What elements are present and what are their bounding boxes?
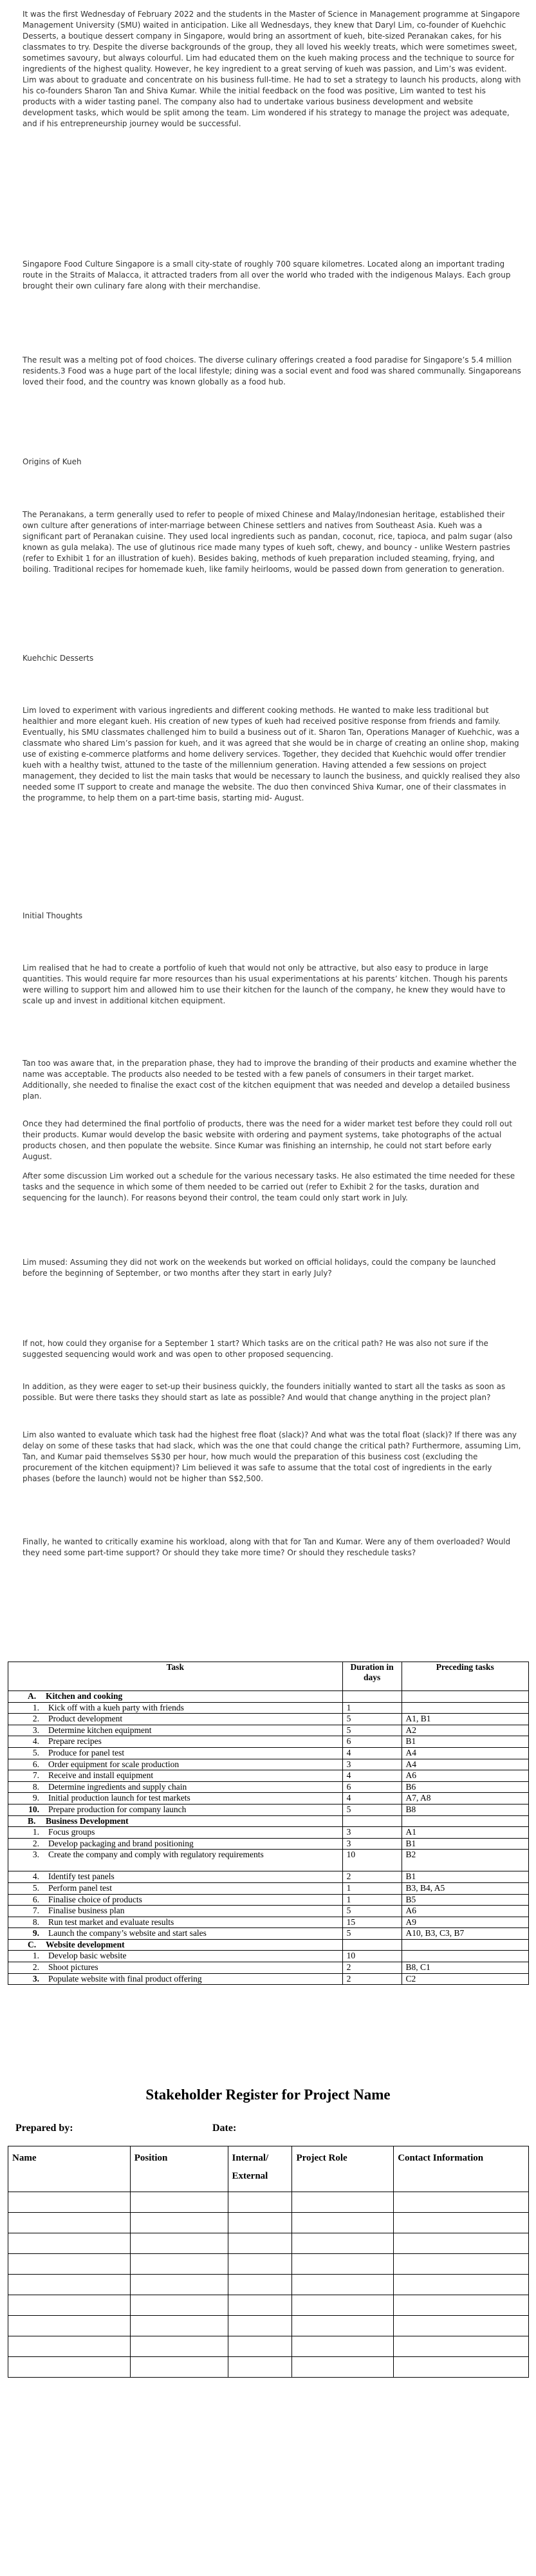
stakeholder-cell[interactable]: [8, 2336, 131, 2357]
task-preceding: B8: [402, 1804, 528, 1815]
stakeholder-cell[interactable]: [228, 2233, 292, 2254]
stakeholder-cell[interactable]: [130, 2254, 228, 2275]
paragraph-float-cost: Lim also wanted to evaluate which task had the highest free float (slack)? And what was the total float (slack)? If there was any delay on some of these tasks that had slack, which was the one that could change the critical path? Furthermore, assuming Lim, Tan, and Kumar paid themselves S$30 per hour, how much would the preparation of this business cost (excluding the procurement of the kitchen equipment)? Lim believed it was safe to assume that the total cost of ingredients in the early phases (before the launch) would not be higher than S$2,500.: [23, 1430, 521, 1483]
section-title: Business Development: [46, 1815, 129, 1826]
task-name: Perform panel test: [48, 1882, 112, 1893]
task-preceding: B1: [402, 1838, 528, 1850]
task-name: Determine kitchen equipment: [48, 1725, 152, 1735]
task-duration: 5: [342, 1804, 402, 1815]
table-row: [8, 1917, 529, 1928]
table-row: [8, 1850, 529, 1871]
stakeholder-register-table: [8, 2146, 529, 2378]
task-number: 3.: [32, 1725, 39, 1735]
stakeholder-cell[interactable]: [228, 2275, 292, 2295]
task-duration: 6: [342, 1781, 402, 1793]
stakeholder-row: [8, 2357, 529, 2378]
task-number: 8.: [32, 1781, 39, 1792]
stakeholder-cell[interactable]: [292, 2316, 394, 2336]
task-preceding: B1: [402, 1871, 528, 1883]
stakeholder-row: [8, 2254, 529, 2275]
stakeholder-cell[interactable]: [130, 2275, 228, 2295]
task-preceding: A6: [402, 1906, 528, 1917]
column-header-internal-external: Internal/ External: [228, 2146, 292, 2192]
table-row: [8, 1827, 529, 1839]
task-name: Run test market and evaluate results: [48, 1917, 174, 1927]
stakeholder-cell[interactable]: [130, 2295, 228, 2316]
task-number: 3.: [32, 1973, 39, 1984]
task-duration: 1: [342, 1702, 402, 1714]
table-row: [8, 1951, 529, 1962]
task-preceding: A4: [402, 1747, 528, 1759]
stakeholder-cell[interactable]: [292, 2336, 394, 2357]
task-name: Kick off with a kueh party with friends: [48, 1702, 184, 1712]
table-row: [8, 1804, 529, 1815]
task-duration: 1: [342, 1894, 402, 1906]
stakeholder-row: [8, 2316, 529, 2336]
table-row: [8, 1894, 529, 1906]
task-name: Launch the company’s website and start sales: [48, 1928, 207, 1938]
paragraph-september-start: If not, how could they organise for a September 1 start? Which tasks are on the critical path? He was also not sure if the suggested sequencing would work and was open to other proposed sequencing.: [23, 1339, 488, 1359]
table-row: [8, 1928, 529, 1940]
section-row: [8, 1815, 529, 1827]
task-preceding: A10, B3, C3, B7: [402, 1928, 528, 1940]
task-preceding: A9: [402, 1917, 528, 1928]
section-title: Kitchen and cooking: [46, 1691, 123, 1701]
stakeholder-row: [8, 2275, 529, 2295]
stakeholder-cell[interactable]: [8, 2357, 131, 2378]
stakeholder-cell[interactable]: [130, 2357, 228, 2378]
stakeholder-cell[interactable]: [394, 2357, 529, 2378]
task-schedule-table: [8, 1662, 529, 1985]
paragraph-peranakans: The Peranakans, a term generally used to refer to people of mixed Chinese and Malay/Indonesian heritage, established their own culture after generations of inter-marriage between Chinese settlers and natives from Southeast Asia. Kueh was a significant part of Peranakan cuisine. They used local ingredients such as pandan, coconut, rice, tapioca, and palm sugar (also known as gula melaka). The use of glutinous rice made many types of kueh soft, chewy, and bouncy - unlike Western pastries (refer to Exhibit 1 for an illustration of kueh). Besides baking, methods of kueh preparation included steaming, frying, and boiling. Traditional recipes for homemade kueh, like family heirlooms, would be passed down from generation to generation.: [23, 510, 513, 574]
heading-kuehchic-desserts: Kuehchic Desserts: [23, 654, 94, 663]
task-name: Prepare recipes: [48, 1736, 102, 1747]
task-name: Develop basic website: [48, 1951, 127, 1961]
table-row: [8, 1770, 529, 1782]
task-preceding: B6: [402, 1781, 528, 1793]
column-header-preceding: Preceding tasks: [402, 1662, 528, 1691]
table-row: [8, 1714, 529, 1725]
stakeholder-cell[interactable]: [8, 2254, 131, 2275]
stakeholder-cell[interactable]: [8, 2192, 131, 2213]
task-name: Develop packaging and brand positioning: [48, 1838, 194, 1848]
task-duration: 10: [342, 1850, 402, 1871]
stakeholder-cell[interactable]: [130, 2192, 228, 2213]
task-name: Order equipment for scale production: [48, 1759, 180, 1769]
task-name: Create the company and comply with regulatory requirements: [48, 1850, 264, 1860]
task-duration: 4: [342, 1770, 402, 1782]
task-duration: 4: [342, 1747, 402, 1759]
paragraph-lim-experiments: Lim loved to experiment with various ingredients and different cooking methods. He wanted to make less traditional but healthier and more elegant kueh. His creation of new types of kueh had received positive response from friends and family. Eventually, his SMU classmates challenged him to build a business out of it. Sharon Tan, Operations Manager of Kuehchic, was a classmate who shared Lim’s passion for kueh, and it was agreed that she would be in charge of creating an online shop, making use of existing e-commerce platforms and home delivery services. Together, they decided that Kuehchic would offer trendier kueh with a healthy twist, attuned to the taste of the millennium generation. Having attended a few sessions on project management, they decided to list the main tasks that would be necessary to launch the business, and quickly realised they also needed some IT support to create and manage the website. The duo then convinced Shiva Kumar, one of their classmates in the programme, to help them on a part-time basis, starting mid- August.: [23, 706, 521, 802]
stakeholder-cell[interactable]: [292, 2254, 394, 2275]
task-name: Produce for panel test: [48, 1747, 125, 1757]
task-number: 2.: [32, 1962, 39, 1973]
stakeholder-cell[interactable]: [394, 2316, 529, 2336]
stakeholder-cell[interactable]: [130, 2336, 228, 2357]
task-number: 9.: [32, 1928, 39, 1938]
table-row: [8, 1962, 529, 1974]
table-row: [8, 1702, 529, 1714]
stakeholder-cell[interactable]: [292, 2233, 394, 2254]
paragraph-market-test: Once they had determined the final portfolio of products, there was the need for a wider market test before they could roll out their products. Kumar would develop the basic website with ordering and payment systems, take photographs of the actual products chosen, and then populate the website. Since Kumar was finishing an internship, he could not start before early August.: [23, 1119, 512, 1161]
task-preceding: A2: [402, 1725, 528, 1736]
task-preceding: A4: [402, 1759, 528, 1770]
stakeholder-cell[interactable]: [394, 2275, 529, 2295]
table-row: [8, 1793, 529, 1804]
task-duration: 5: [342, 1725, 402, 1736]
task-duration: 2: [342, 1962, 402, 1974]
task-number: 5.: [32, 1747, 39, 1757]
paragraph-branding: Tan too was aware that, in the preparation phase, they had to improve the branding of their products and examine whether the name was acceptable. The products also needed to be tested with a few panels of consumers in their target market. Additionally, she needed to finalise the exact cost of the kitchen equipment that was needed and develop a detailed business plan.: [23, 1059, 517, 1101]
stakeholder-cell[interactable]: [292, 2295, 394, 2316]
task-preceding: A7, A8: [402, 1793, 528, 1804]
heading-initial-thoughts: Initial Thoughts: [23, 911, 83, 920]
task-number: 6.: [32, 1759, 39, 1769]
task-preceding: A1, B1: [402, 1714, 528, 1725]
prepared-by-label: Prepared by:: [15, 2123, 73, 2134]
heading-origins-of-kueh: Origins of Kueh: [23, 457, 82, 466]
column-header-duration: Duration in days: [342, 1662, 402, 1691]
stakeholder-row: [8, 2336, 529, 2357]
task-number: 7.: [32, 1906, 39, 1916]
task-number: 10.: [28, 1804, 39, 1814]
column-header-project-role: Project Role: [292, 2146, 394, 2192]
stakeholder-cell[interactable]: [8, 2213, 131, 2233]
task-preceding: A1: [402, 1827, 528, 1839]
stakeholder-cell[interactable]: [228, 2213, 292, 2233]
table-row: [8, 1871, 529, 1883]
task-name: Finalise choice of products: [48, 1894, 142, 1904]
section-row: [8, 1939, 529, 1951]
stakeholder-cell[interactable]: [292, 2213, 394, 2233]
table-row: [8, 1725, 529, 1736]
table-row: [8, 1759, 529, 1770]
task-number: 5.: [32, 1882, 39, 1893]
task-preceding: B2: [402, 1850, 528, 1871]
paragraph-lim-mused: Lim mused: Assuming they did not work on the weekends but worked on official holidays, could the company be launched before the beginning of September, or two months after they start in early July?: [23, 1258, 496, 1278]
task-number: 9.: [32, 1793, 39, 1803]
table-row: [8, 1747, 529, 1759]
task-duration: 5: [342, 1906, 402, 1917]
table-row: [8, 1736, 529, 1748]
task-number: 6.: [32, 1894, 39, 1904]
task-number: 1.: [32, 1827, 39, 1837]
paragraph-melting-pot: The result was a melting pot of food choices. The diverse culinary offerings created a food paradise for Singapore’s 5.4 million residents.3 Food was a huge part of the local lifestyle; dining was a social event and food was shared communally. Singaporeans loved their food, and the country was known globally as a food hub.: [23, 355, 521, 386]
task-number: 7.: [32, 1770, 39, 1781]
task-number: 1.: [32, 1951, 39, 1961]
task-preceding: B1: [402, 1736, 528, 1748]
date-label: Date:: [212, 2123, 237, 2134]
stakeholder-cell[interactable]: [130, 2316, 228, 2336]
column-header-position: Position: [130, 2146, 228, 2192]
stakeholder-cell[interactable]: [394, 2254, 529, 2275]
task-table-body: [8, 1691, 529, 1985]
stakeholder-cell[interactable]: [130, 2233, 228, 2254]
stakeholder-row: [8, 2295, 529, 2316]
task-duration: 4: [342, 1793, 402, 1804]
stakeholder-register-title: Stakeholder Register for Project Name: [145, 2087, 391, 2103]
task-preceding: [402, 1702, 528, 1714]
task-name: Determine ingredients and supply chain: [48, 1781, 187, 1792]
stakeholder-cell[interactable]: [228, 2336, 292, 2357]
stakeholder-cell[interactable]: [292, 2192, 394, 2213]
stakeholder-cell[interactable]: [228, 2316, 292, 2336]
stakeholder-cell[interactable]: [228, 2357, 292, 2378]
task-duration: 10: [342, 1951, 402, 1962]
stakeholder-cell[interactable]: [228, 2295, 292, 2316]
paragraph-workload: Finally, he wanted to critically examine his workload, along with that for Tan and Kumar. Were any of them overloaded? Would they need some part-time support? Or should they take more time? Or should they reschedule tasks?: [23, 1537, 511, 1557]
task-duration: 5: [342, 1714, 402, 1725]
task-number: 4.: [32, 1871, 39, 1882]
column-header-name: Name: [8, 2146, 131, 2192]
task-name: Product development: [48, 1714, 123, 1724]
stakeholder-cell[interactable]: [292, 2275, 394, 2295]
stakeholder-row: [8, 2213, 529, 2233]
stakeholder-cell[interactable]: [8, 2275, 131, 2295]
task-number: 1.: [32, 1702, 39, 1712]
task-preceding: C2: [402, 1973, 528, 1985]
task-duration: 2: [342, 1973, 402, 1985]
paragraph-start-late: In addition, as they were eager to set-up their business quickly, the founders initially wanted to start all the tasks as soon as possible. But were there tasks they should start as late as possible? And would that change anything in the project plan?: [23, 1382, 506, 1402]
task-duration: 2: [342, 1871, 402, 1883]
section-letter: C.: [28, 1939, 37, 1949]
task-name: Shoot pictures: [48, 1962, 98, 1973]
stakeholder-cell[interactable]: [394, 2213, 529, 2233]
stakeholder-cell[interactable]: [8, 2233, 131, 2254]
stakeholder-cell[interactable]: [8, 2295, 131, 2316]
stakeholder-cell[interactable]: [394, 2336, 529, 2357]
task-preceding: B8, C1: [402, 1962, 528, 1974]
task-number: 2.: [32, 1838, 39, 1848]
task-name: Populate website with final product offering: [48, 1973, 202, 1984]
table-row: [8, 1882, 529, 1894]
stakeholder-cell[interactable]: [394, 2233, 529, 2254]
stakeholder-cell[interactable]: [8, 2316, 131, 2336]
stakeholder-cell[interactable]: [130, 2213, 228, 2233]
task-number: 8.: [32, 1917, 39, 1927]
task-duration: 5: [342, 1928, 402, 1940]
table-row: [8, 1906, 529, 1917]
stakeholder-row: [8, 2192, 529, 2213]
task-name: Receive and install equipment: [48, 1770, 154, 1781]
section-row: [8, 1691, 529, 1703]
stakeholder-row: [8, 2233, 529, 2254]
task-preceding: B5: [402, 1894, 528, 1906]
table-row: [8, 1781, 529, 1793]
task-number: 3.: [32, 1850, 39, 1860]
task-number: 4.: [32, 1736, 39, 1747]
task-duration: 3: [342, 1838, 402, 1850]
task-preceding: A6: [402, 1770, 528, 1782]
stakeholder-cell[interactable]: [228, 2254, 292, 2275]
task-preceding: B3, B4, A5: [402, 1882, 528, 1894]
task-duration: 15: [342, 1917, 402, 1928]
section-letter: A.: [28, 1691, 37, 1701]
task-duration: 3: [342, 1759, 402, 1770]
column-header-task: Task: [8, 1662, 343, 1691]
stakeholder-cell[interactable]: [394, 2295, 529, 2316]
task-name: Prepare production for company launch: [48, 1804, 187, 1814]
stakeholder-cell[interactable]: [228, 2192, 292, 2213]
task-duration: 3: [342, 1827, 402, 1839]
task-name: Finalise business plan: [48, 1906, 125, 1916]
task-duration: 6: [342, 1736, 402, 1748]
column-header-contact-information: Contact Information: [394, 2146, 529, 2192]
section-title: Website development: [46, 1939, 125, 1949]
stakeholder-cell[interactable]: [292, 2357, 394, 2378]
paragraph-food-culture: Singapore Food Culture Singapore is a small city-state of roughly 700 square kilometres. Located along an important trading route in the Straits of Malacca, it attracted traders from all over the world who traded with the indigenous Malays. Each group brought their own culinary fare along with their merchandise.: [23, 260, 511, 290]
stakeholder-register-body: [8, 2192, 529, 2378]
task-name: Identify test panels: [48, 1871, 115, 1882]
task-preceding: [402, 1951, 528, 1962]
paragraph-schedule: After some discussion Lim worked out a schedule for the various necessary tasks. He also estimated the time needed for these tasks and the sequence in which some of them needed to be carried out (refer to Exhibit 2 for the tasks, duration and sequencing for the launch). For reasons beyond their control, the team could only start work in July.: [23, 1171, 515, 1202]
task-name: Focus groups: [48, 1827, 95, 1837]
task-number: 2.: [32, 1714, 39, 1724]
task-name: Initial production launch for test markets: [48, 1793, 190, 1803]
section-letter: B.: [28, 1815, 36, 1826]
paragraph-intro: It was the first Wednesday of February 2022 and the students in the Master of Science in Management programme at Singapore Management University (SMU) waited in anticipation. Like all Wednesdays, they knew that Daryl Lim, co-founder of Kuehchic Desserts, a boutique dessert company in Singapore, would bring an assortment of kueh, bite-sized Peranakan cakes, for his classmates to try. Despite the diverse backgrounds of the group, they all loved his weekly treats, which were sometimes sweet, sometimes savoury, but always colourful. Lim had educated them on the kueh making process and the technique to source for ingredients of the highest quality. However, he key ingredient to a great serving of kueh was passion, and Lim’s was evident. Lim was about to graduate and concentrate on his business full-time. He had to set a strategy to launch his products, along with his co-founders Sharon Tan and Shiva Kumar. While the initial feedback on the food was positive, Lim wanted to test his products with a wider tasting panel. The company also had to undertake various business development and website development tasks, which would be split among the team. Lim wondered if his strategy to manage the project was adequate, and if his entrepreneurship journey would be successful.: [23, 10, 521, 128]
paragraph-portfolio: Lim realised that he had to create a portfolio of kueh that would not only be attractive, but also easy to produce in large quantities. This would require far more resources than his usual experimentations at his parents’ kitchen. Though his parents were willing to support him and allowed him to use their kitchen for the launch of the company, he knew they would have to scale up and invest in additional kitchen equipment.: [23, 963, 508, 1005]
task-duration: 1: [342, 1882, 402, 1894]
table-row: [8, 1838, 529, 1850]
table-row: [8, 1973, 529, 1985]
stakeholder-cell[interactable]: [394, 2192, 529, 2213]
